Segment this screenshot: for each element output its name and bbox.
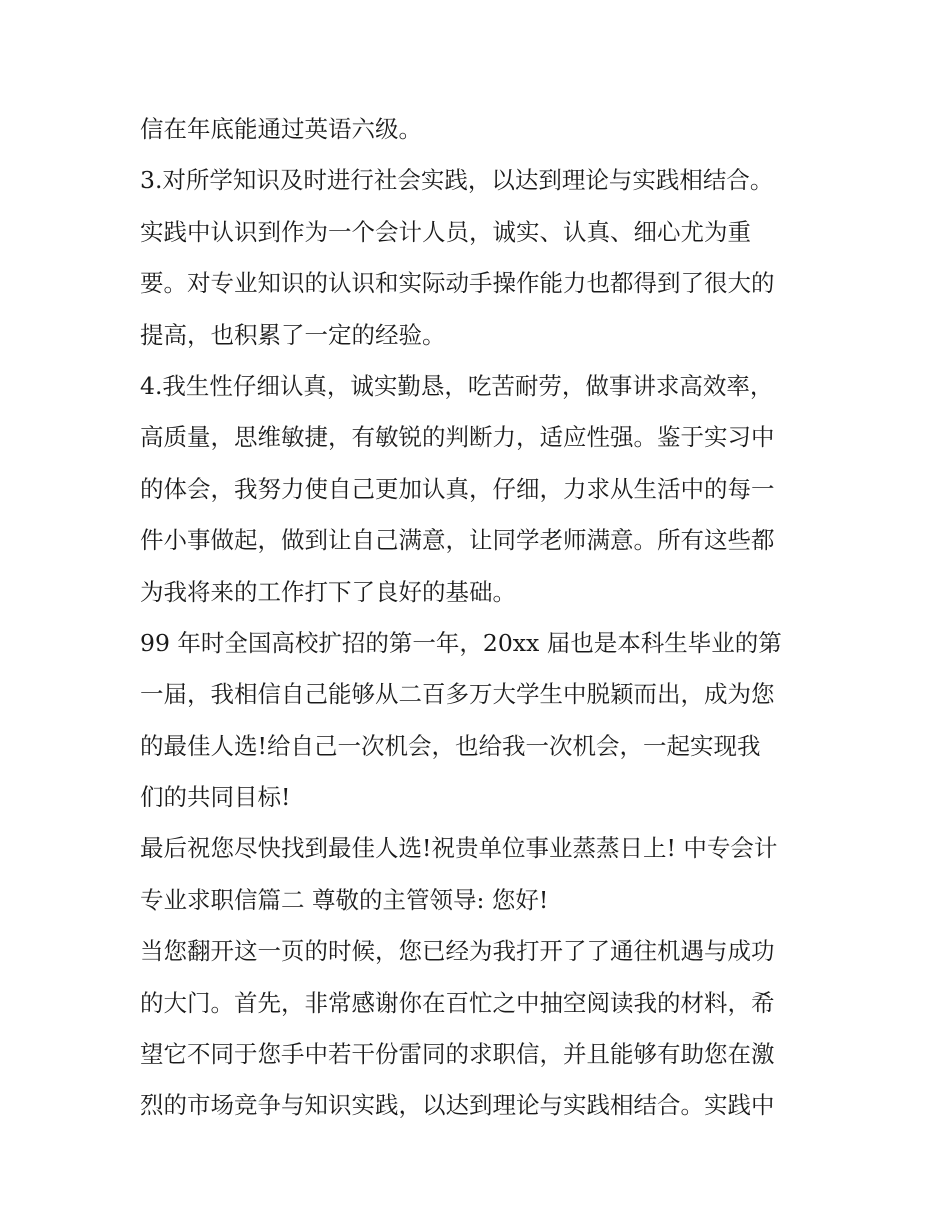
text-line: 一届，我相信自己能够从二百多万大学生中脱颖而出，成为您 bbox=[140, 680, 775, 709]
text-line: 信在年底能通过英语六级。 bbox=[140, 115, 422, 143]
text-line: 3.对所学知识及时进行社会实践，以达到理论与实践相结合。 bbox=[140, 166, 774, 195]
text-line: 提高，也积累了一定的经验。 bbox=[140, 320, 446, 349]
text-line: 的最佳人选!给自己一次机会，也给我一次机会，一起实现我 bbox=[140, 731, 761, 760]
text-line: 实践中认识到作为一个会计人员，诚实、认真、细心尤为重 bbox=[140, 217, 751, 246]
text-line: 高质量，思维敏捷，有敏锐的判断力，适应性强。鉴于实习中 bbox=[140, 423, 775, 452]
text-line: 们的共同目标! bbox=[140, 783, 291, 812]
text-line: 望它不同于您手中若干份雷同的求职信，并且能够有助您在激 bbox=[140, 1040, 775, 1069]
text-line: 当您翻开这一页的时候，您已经为我打开了了通往机遇与成功 bbox=[140, 937, 775, 966]
text-line: 的大门。首先，非常感谢你在百忙之中抽空阅读我的材料，希 bbox=[140, 988, 775, 1017]
text-line: 烈的市场竞争与知识实践，以达到理论与实践相结合。实践中 bbox=[140, 1091, 775, 1120]
text-line: 4.我生性仔细认真，诚实勤恳，吃苦耐劳，做事讲求高效率， bbox=[140, 371, 774, 400]
text-line: 件小事做起，做到让自己满意，让同学老师满意。所有这些都 bbox=[140, 526, 775, 555]
text-line: 99 年时全国高校扩招的第一年，20xx 届也是本科生毕业的第 bbox=[140, 628, 782, 657]
text-line: 的体会，我努力使自己更加认真，仔细，力求从生活中的每一 bbox=[140, 474, 775, 503]
text-line: 为我将来的工作打下了良好的基础。 bbox=[140, 577, 516, 606]
document-body bbox=[140, 104, 820, 1132]
text-line: 专业求职信篇二 尊敬的主管领导: 您好! bbox=[140, 885, 549, 914]
text-line: 要。对专业知识的认识和实际动手操作能力也都得到了很大的 bbox=[140, 269, 775, 298]
text-line: 最后祝您尽快找到最佳人选!祝贵单位事业蒸蒸日上! 中专会计 bbox=[140, 834, 778, 863]
